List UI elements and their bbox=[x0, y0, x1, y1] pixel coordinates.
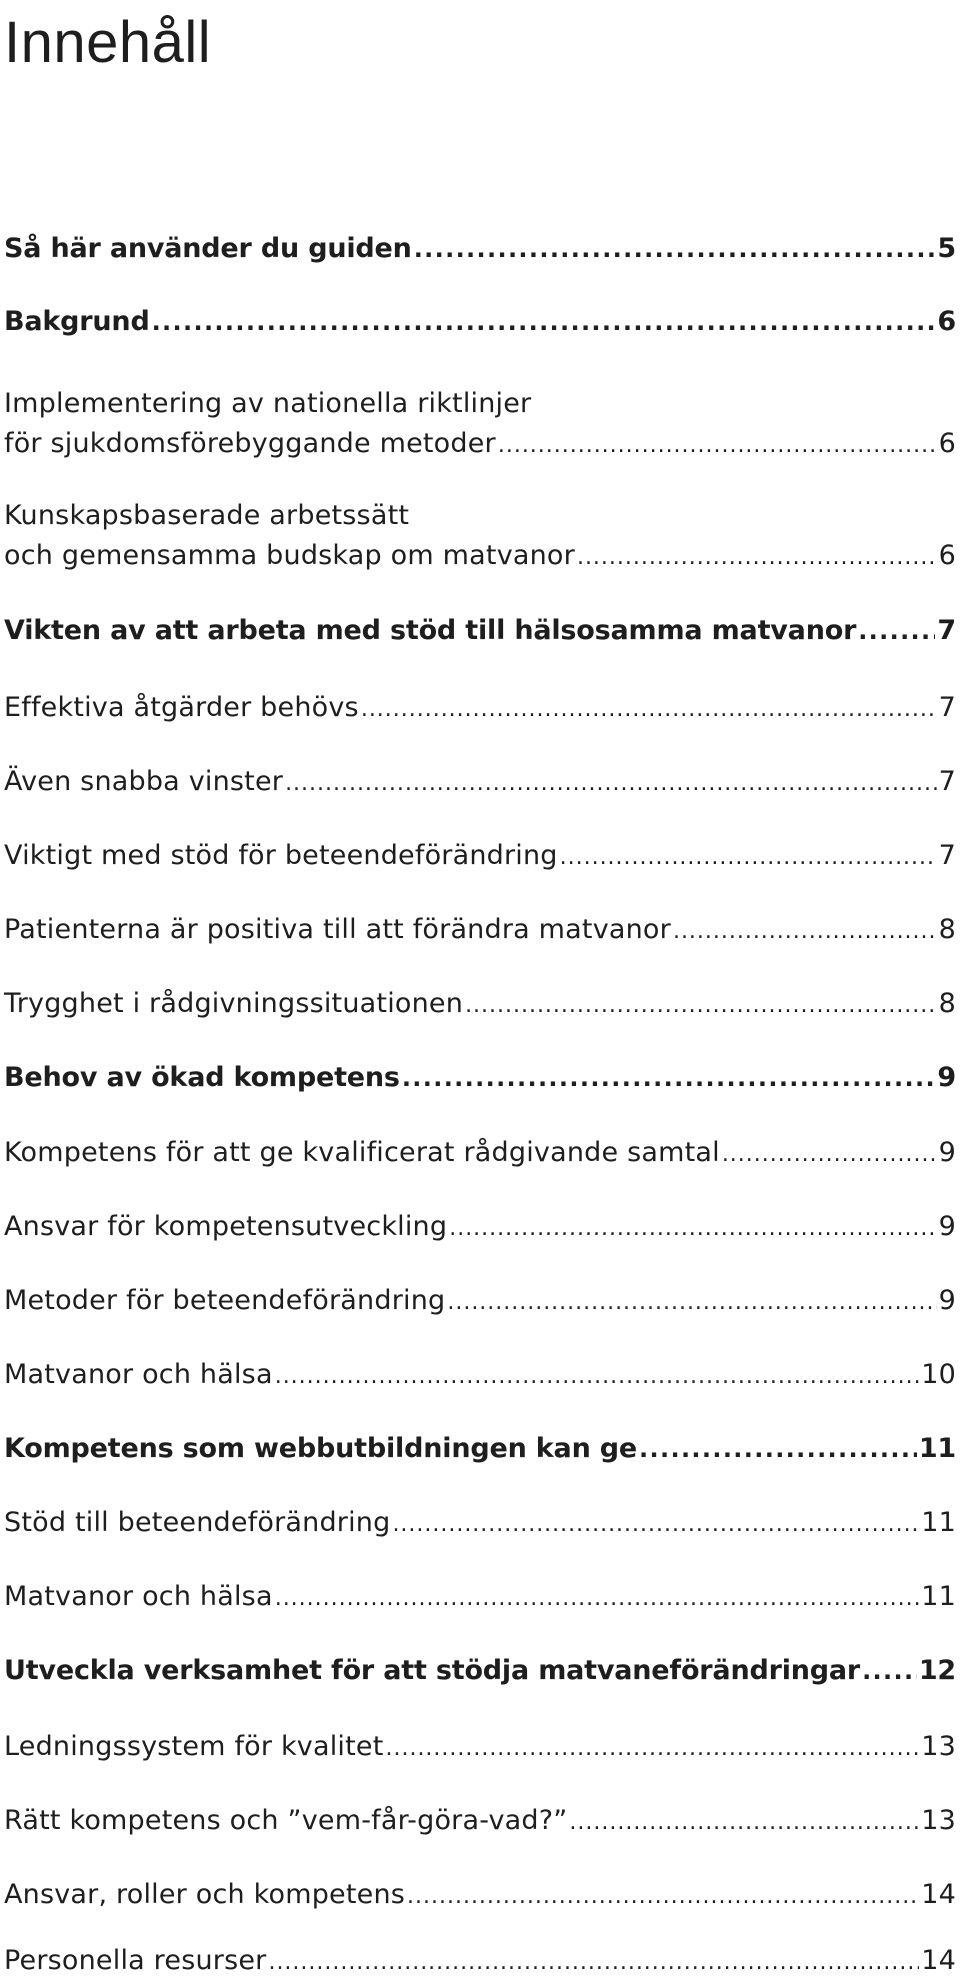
dot-leader bbox=[392, 1503, 919, 1545]
page-title: Innehåll bbox=[4, 10, 212, 75]
toc-entry-page: 11 bbox=[921, 1581, 956, 1612]
toc-entry-title: Ledningssystem för kvalitet bbox=[4, 1731, 384, 1762]
toc-entry-title: Så här använder du guiden bbox=[4, 233, 412, 264]
toc-entry-page: 6 bbox=[938, 428, 956, 459]
toc-entry-page: 7 bbox=[938, 766, 956, 797]
toc-entry[interactable] bbox=[4, 984, 956, 1026]
toc-entry-title: Rätt kompetens och ”vem-får-göra-vad?” bbox=[4, 1805, 568, 1836]
toc-entry-title: Bakgrund bbox=[4, 306, 150, 337]
dot-leader bbox=[268, 1941, 919, 1983]
toc-entry-title: Trygghet i rådgivningssituationen bbox=[4, 988, 464, 1019]
toc-entry[interactable] bbox=[4, 688, 956, 730]
dot-leader bbox=[275, 1577, 920, 1619]
toc-entry[interactable] bbox=[4, 611, 956, 651]
toc-entry-page: 11 bbox=[918, 1433, 956, 1464]
dot-leader bbox=[498, 424, 937, 466]
dot-leader bbox=[275, 1355, 920, 1397]
dot-leader bbox=[402, 1058, 936, 1098]
toc-entry-page: 8 bbox=[938, 914, 956, 945]
dot-leader bbox=[407, 1875, 919, 1917]
dot-leader bbox=[722, 1133, 937, 1175]
toc-entry-page: 9 bbox=[938, 1137, 956, 1168]
toc-entry-title: Kompetens för att ge kvalificerat rådgivande samtal bbox=[4, 1137, 720, 1168]
toc-entry-title: Patienterna är positiva till att förändra matvanor bbox=[4, 914, 671, 945]
toc-entry[interactable] bbox=[4, 1133, 956, 1175]
toc-entry-page: 9 bbox=[938, 1211, 956, 1242]
toc-entry-title: Stöd till beteendeförändring bbox=[4, 1507, 391, 1538]
dot-leader bbox=[447, 1281, 936, 1323]
dot-leader bbox=[449, 1207, 936, 1249]
dot-leader bbox=[560, 836, 937, 878]
toc-entry-title: Även snabba vinster bbox=[4, 766, 284, 797]
toc-entry-page: 10 bbox=[921, 1359, 956, 1390]
dot-leader bbox=[465, 984, 937, 1026]
toc-entry-title: Ansvar för kompetensutveckling bbox=[4, 1211, 448, 1242]
dot-leader bbox=[414, 229, 936, 269]
toc-entry-page: 7 bbox=[938, 692, 956, 723]
toc-entry[interactable] bbox=[4, 762, 956, 804]
toc-entry-title: Matvanor och hälsa bbox=[4, 1581, 273, 1612]
toc-entry[interactable] bbox=[4, 302, 956, 342]
toc-entry-title: Matvanor och hälsa bbox=[4, 1359, 273, 1390]
dot-leader bbox=[152, 302, 936, 342]
toc-entry[interactable] bbox=[4, 1429, 956, 1469]
toc-entry[interactable] bbox=[4, 1355, 956, 1397]
toc-entry-title: Metoder för beteendeförändring bbox=[4, 1285, 446, 1316]
dot-leader bbox=[862, 1651, 917, 1691]
toc-entry[interactable] bbox=[4, 1651, 956, 1691]
toc-entry-title: Personella resurser bbox=[4, 1945, 267, 1976]
toc-entry[interactable] bbox=[4, 836, 956, 878]
toc-entry[interactable] bbox=[4, 1875, 956, 1917]
toc-entry-page: 14 bbox=[921, 1879, 956, 1910]
toc-entry[interactable] bbox=[4, 384, 956, 466]
dot-leader bbox=[386, 1727, 920, 1769]
toc-entry-page: 7 bbox=[938, 840, 956, 871]
toc-entry-page: 6 bbox=[938, 540, 956, 571]
toc-entry-page: 12 bbox=[918, 1655, 956, 1686]
toc-entry-title-line-1: Implementering av nationella riktlinjer bbox=[4, 388, 532, 419]
dot-leader bbox=[361, 688, 937, 730]
toc-entry[interactable] bbox=[4, 496, 956, 578]
dot-leader bbox=[569, 1801, 919, 1843]
toc-entry-title: Kompetens som webbutbildningen kan ge bbox=[4, 1433, 638, 1464]
dot-leader bbox=[673, 910, 937, 952]
toc-entry[interactable] bbox=[4, 1577, 956, 1619]
toc-entry-title: Viktigt med stöd för beteendeförändring bbox=[4, 840, 558, 871]
dot-leader bbox=[858, 611, 935, 651]
toc-entry-page: 5 bbox=[937, 233, 956, 264]
toc-entry-page: 9 bbox=[938, 1285, 956, 1316]
toc-entry-page: 6 bbox=[937, 306, 956, 337]
toc-entry[interactable] bbox=[4, 1801, 956, 1843]
toc-entry[interactable] bbox=[4, 1281, 956, 1323]
toc-entry-page: 9 bbox=[937, 1062, 956, 1093]
toc-entry-title: Behov av ökad kompetens bbox=[4, 1062, 400, 1093]
toc-entry-page: 13 bbox=[921, 1805, 956, 1836]
dot-leader bbox=[577, 536, 937, 578]
toc-entry-title: för sjukdomsförebyggande metoder bbox=[4, 428, 496, 459]
dot-leader bbox=[285, 762, 937, 804]
toc-entry-title: Utveckla verksamhet för att stödja matvaneförändringar bbox=[4, 1655, 861, 1686]
dot-leader bbox=[639, 1429, 917, 1469]
toc-entry-title: och gemensamma budskap om matvanor bbox=[4, 540, 575, 571]
toc-entry[interactable] bbox=[4, 1727, 956, 1769]
toc-entry[interactable] bbox=[4, 1941, 956, 1983]
toc-entry[interactable] bbox=[4, 1207, 956, 1249]
toc-entry-page: 7 bbox=[937, 615, 956, 646]
toc-entry-title: Effektiva åtgärder behövs bbox=[4, 692, 359, 723]
toc-entry[interactable] bbox=[4, 1058, 956, 1098]
toc-entry-page: 13 bbox=[921, 1731, 956, 1762]
toc-entry-title: Vikten av att arbeta med stöd till hälsosamma matvanor bbox=[4, 615, 857, 646]
toc-entry[interactable] bbox=[4, 910, 956, 952]
toc-entry-page: 8 bbox=[938, 988, 956, 1019]
toc-entry-page: 11 bbox=[921, 1507, 956, 1538]
toc-entry[interactable] bbox=[4, 1503, 956, 1545]
toc-entry-page: 14 bbox=[921, 1945, 956, 1976]
toc-entry-title: Ansvar, roller och kompetens bbox=[4, 1879, 406, 1910]
toc-entry[interactable] bbox=[4, 229, 956, 269]
toc-entry-title-line-1: Kunskapsbaserade arbetssätt bbox=[4, 500, 410, 531]
